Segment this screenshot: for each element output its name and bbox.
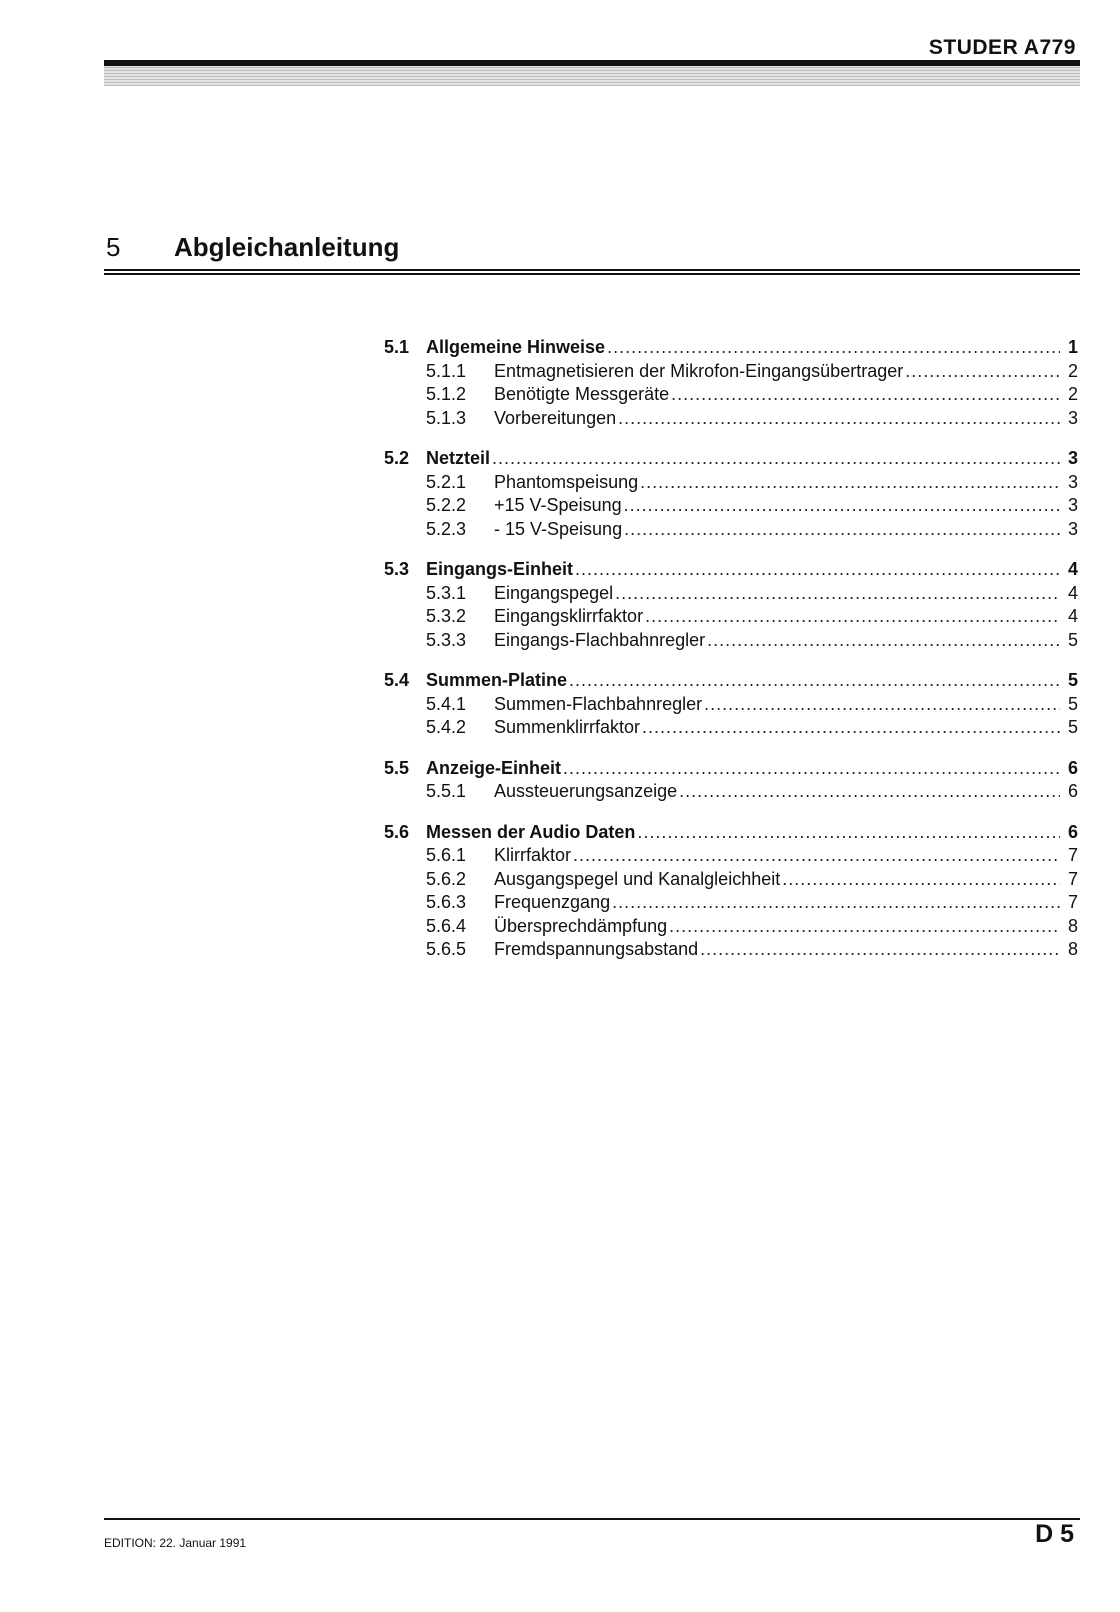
toc-entry-title: Aussteuerungsanzeige xyxy=(494,781,678,801)
toc-entry-title: Allgemeine Hinweise xyxy=(426,337,606,357)
toc-leader-dots xyxy=(624,494,1060,518)
chapter-title: Abgleichanleitung xyxy=(174,232,400,262)
chapter-number: 5 xyxy=(106,232,121,262)
toc-leader-dots xyxy=(642,716,1060,740)
page-number: D 5 xyxy=(1035,1520,1074,1548)
toc-section xyxy=(384,336,1078,430)
toc-subsection-entry[interactable] xyxy=(384,518,1078,542)
toc-entry-page: 5 xyxy=(1067,693,1078,714)
toc-subsection-entry[interactable] xyxy=(384,582,1078,606)
toc-leader-dots xyxy=(707,629,1060,653)
toc-entry-number: 5.3.3 xyxy=(426,629,467,650)
edition-date: EDITION: 22. Januar 1991 xyxy=(104,1536,247,1550)
toc-entry-page: 6 xyxy=(1067,781,1078,801)
toc-entry-page: 3 xyxy=(1067,448,1078,468)
toc-entry-page: 7 xyxy=(1067,892,1078,912)
toc-leader-dots xyxy=(669,915,1060,939)
toc-entry-number: 5.2.2 xyxy=(426,495,467,515)
toc-subsection-entry[interactable] xyxy=(384,938,1078,962)
toc-subsection-entry[interactable] xyxy=(384,915,1078,939)
toc-section-entry[interactable] xyxy=(384,821,1078,845)
toc-entry-page: 4 xyxy=(1067,582,1078,603)
toc-section-entry[interactable] xyxy=(384,336,1078,360)
toc-entry-number: 5.4 xyxy=(384,670,410,690)
toc-section xyxy=(384,669,1078,740)
toc-entry-number: 5.4.1 xyxy=(426,693,467,714)
toc-entry-page: 3 xyxy=(1067,518,1078,539)
toc-entry-number: 5.1.1 xyxy=(426,360,467,381)
toc-entry-page: 6 xyxy=(1067,821,1078,842)
toc-entry-number: 5.2.3 xyxy=(426,518,467,539)
toc-entry-page: 3 xyxy=(1067,471,1078,492)
toc-entry-number: 5.3.2 xyxy=(426,606,467,626)
toc-entry-number: 5.6 xyxy=(384,821,410,842)
toc-entry-title: Übersprechdämpfung xyxy=(494,915,668,936)
toc-leader-dots xyxy=(607,336,1060,360)
toc-subsection-entry[interactable] xyxy=(384,844,1078,868)
toc-entry-title: Anzeige-Einheit xyxy=(426,757,562,778)
toc-entry-page: 3 xyxy=(1067,407,1078,428)
toc-leader-dots xyxy=(569,669,1060,693)
toc-entry-title: Vorbereitungen xyxy=(494,407,617,428)
toc-entry-number: 5.6.4 xyxy=(426,915,467,936)
toc-entry-number: 5.2 xyxy=(384,448,410,468)
toc-entry-number: 5.5.1 xyxy=(426,781,467,801)
toc-subsection-entry[interactable] xyxy=(384,471,1078,495)
toc-leader-dots xyxy=(492,447,1060,471)
toc-entry-title: Netzteil xyxy=(426,448,491,468)
toc-subsection-entry[interactable] xyxy=(384,780,1078,804)
toc-entry-title: Phantomspeisung xyxy=(494,471,639,492)
toc-entry-page: 5 xyxy=(1067,670,1078,690)
table-of-contents xyxy=(384,336,1078,979)
toc-entry-page: 8 xyxy=(1067,915,1078,936)
toc-section-entry[interactable] xyxy=(384,558,1078,582)
toc-leader-dots xyxy=(645,605,1060,629)
toc-entry-title: Klirrfaktor xyxy=(494,845,572,865)
toc-entry-number: 5.4.2 xyxy=(426,717,467,737)
toc-entry-page: 8 xyxy=(1067,939,1078,959)
toc-entry-number: 5.6.1 xyxy=(426,845,467,865)
toc-entry-number: 5.1.2 xyxy=(426,384,467,404)
toc-entry-title: +15 V-Speisung xyxy=(494,495,622,515)
toc-section-entry[interactable] xyxy=(384,757,1078,781)
toc-entry-number: 5.6.3 xyxy=(426,892,467,912)
toc-section-entry[interactable] xyxy=(384,447,1078,471)
toc-entry-number: 5.3.1 xyxy=(426,582,467,603)
toc-leader-dots xyxy=(624,518,1060,542)
toc-entry-page: 7 xyxy=(1067,868,1078,889)
toc-entry-page: 4 xyxy=(1067,606,1078,626)
toc-entry-title: Entmagnetisieren der Mikrofon-Eingangsübertrager xyxy=(494,360,904,381)
toc-leader-dots xyxy=(575,558,1060,582)
toc-leader-dots xyxy=(671,383,1060,407)
toc-entry-number: 5.3 xyxy=(384,559,410,579)
toc-section xyxy=(384,558,1078,652)
toc-subsection-entry[interactable] xyxy=(384,629,1078,653)
toc-entry-page: 1 xyxy=(1067,337,1078,357)
toc-entry-title: - 15 V-Speisung xyxy=(494,518,623,539)
toc-entry-number: 5.5 xyxy=(384,757,410,778)
toc-leader-dots xyxy=(618,407,1060,431)
brand-title: STUDER A779 xyxy=(928,36,1076,59)
toc-leader-dots xyxy=(573,844,1060,868)
toc-entry-number: 5.6.2 xyxy=(426,868,467,889)
toc-subsection-entry[interactable] xyxy=(384,383,1078,407)
toc-leader-dots xyxy=(563,757,1060,781)
toc-leader-dots xyxy=(700,938,1060,962)
toc-subsection-entry[interactable] xyxy=(384,360,1078,384)
toc-subsection-entry[interactable] xyxy=(384,693,1078,717)
toc-entry-number: 5.2.1 xyxy=(426,471,467,492)
toc-leader-dots xyxy=(704,693,1060,717)
toc-subsection-entry[interactable] xyxy=(384,716,1078,740)
toc-subsection-entry[interactable] xyxy=(384,407,1078,431)
toc-subsection-entry[interactable] xyxy=(384,605,1078,629)
toc-entry-page: 6 xyxy=(1067,757,1078,778)
toc-subsection-entry[interactable] xyxy=(384,494,1078,518)
toc-section-entry[interactable] xyxy=(384,669,1078,693)
toc-leader-dots xyxy=(782,868,1060,892)
toc-entry-number: 5.1 xyxy=(384,337,410,357)
footer-rule xyxy=(104,1518,1080,1520)
toc-leader-dots xyxy=(640,471,1060,495)
toc-entry-title: Fremdspannungsabstand xyxy=(494,939,699,959)
toc-entry-page: 5 xyxy=(1067,717,1078,737)
toc-entry-title: Frequenzgang xyxy=(494,892,611,912)
toc-entry-title: Eingangs-Einheit xyxy=(426,559,574,579)
chapter-rule xyxy=(104,269,1080,275)
toc-leader-dots xyxy=(612,891,1060,915)
toc-entry-title: Benötigte Messgeräte xyxy=(494,384,670,404)
toc-entry-title: Summenklirrfaktor xyxy=(494,717,641,737)
toc-entry-title: Eingangs-Flachbahnregler xyxy=(494,629,706,650)
toc-section xyxy=(384,821,1078,962)
header-bar xyxy=(104,60,1080,86)
toc-section xyxy=(384,447,1078,541)
toc-entry-page: 4 xyxy=(1067,559,1078,579)
toc-entry-title: Ausgangspegel und Kanalgleichheit xyxy=(494,868,781,889)
toc-entry-page: 2 xyxy=(1067,360,1078,381)
toc-leader-dots xyxy=(615,582,1060,606)
toc-entry-title: Summen-Platine xyxy=(426,670,568,690)
toc-subsection-entry[interactable] xyxy=(384,891,1078,915)
toc-entry-page: 2 xyxy=(1067,384,1078,404)
toc-subsection-entry[interactable] xyxy=(384,868,1078,892)
toc-section xyxy=(384,757,1078,804)
toc-leader-dots xyxy=(637,821,1060,845)
toc-entry-number: 5.6.5 xyxy=(426,939,467,959)
toc-entry-title: Summen-Flachbahnregler xyxy=(494,693,703,714)
toc-leader-dots xyxy=(905,360,1060,384)
toc-entry-page: 5 xyxy=(1067,629,1078,650)
toc-entry-number: 5.1.3 xyxy=(426,407,467,428)
toc-leader-dots xyxy=(679,780,1060,804)
toc-entry-title: Eingangsklirrfaktor xyxy=(494,606,644,626)
toc-entry-page: 3 xyxy=(1067,495,1078,515)
toc-entry-title: Eingangspegel xyxy=(494,582,614,603)
toc-entry-page: 7 xyxy=(1067,845,1078,865)
toc-entry-title: Messen der Audio Daten xyxy=(426,821,636,842)
